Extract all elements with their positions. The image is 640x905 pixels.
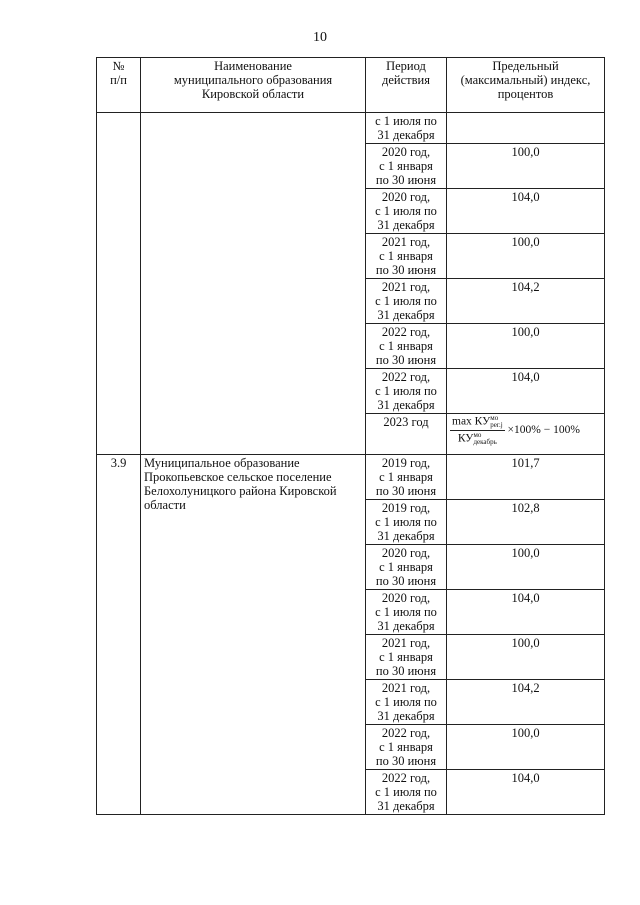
formula-denominator-sup: мо (473, 431, 482, 439)
period-cell: 2022 год, с 1 января по 30 июня (366, 324, 447, 369)
period-cell: 2021 год, с 1 июля по 31 декабря (366, 279, 447, 324)
formula-denominator-main: КУ (457, 432, 474, 445)
index-cell: 104,0 (447, 369, 605, 414)
formula-fraction (450, 415, 505, 446)
index-cell: 100,0 (447, 635, 605, 680)
period-cell: 2020 год, с 1 января по 30 июня (366, 144, 447, 189)
index-cell: 104,0 (447, 189, 605, 234)
index-cell: 102,8 (447, 500, 605, 545)
formula-tail: ×100% − 100% (507, 424, 580, 436)
period-cell: 2019 год, с 1 июля по 31 декабря (366, 500, 447, 545)
formula-numerator (450, 415, 505, 431)
index-cell: 100,0 (447, 545, 605, 590)
index-cell: 100,0 (447, 324, 605, 369)
index-cell: 104,0 (447, 590, 605, 635)
formula-numerator-sup: мо (490, 414, 499, 422)
page-number: 10 (313, 30, 327, 45)
period-cell: 2020 год, с 1 января по 30 июня (366, 545, 447, 590)
period-cell: 2019 год, с 1 января по 30 июня (366, 455, 447, 500)
table-row (97, 455, 605, 500)
index-cell: 104,2 (447, 279, 605, 324)
table-header-row (97, 58, 605, 113)
formula-denominator-sub: декабрь (473, 438, 497, 446)
index-cell: 104,0 (447, 770, 605, 815)
num-cell: 3.9 (97, 455, 141, 815)
name-cell: Муниципальное образование Прокопьевское сельское поселение Белохолуницкого района Кировской области (141, 455, 366, 815)
header-period: Период действия (366, 58, 447, 113)
formula-numerator-sub: рег.j (490, 421, 503, 429)
index-cell: 100,0 (447, 725, 605, 770)
period-cell: 2021 год, с 1 января по 30 июня (366, 635, 447, 680)
formula-denominator-indices (473, 432, 496, 446)
period-cell: 2021 год, с 1 января по 30 июня (366, 234, 447, 279)
period-cell: 2020 год, с 1 июля по 31 декабря (366, 189, 447, 234)
formula-numerator-indices (490, 415, 502, 429)
period-cell: 2021 год, с 1 июля по 31 декабря (366, 680, 447, 725)
num-cell-continued (97, 113, 141, 455)
period-cell: 2022 год, с 1 июля по 31 декабря (366, 770, 447, 815)
period-cell: с 1 июля по 31 декабря (366, 113, 447, 144)
tariff-index-table (96, 57, 605, 815)
index-cell: 101,7 (447, 455, 605, 500)
name-cell-continued (141, 113, 366, 455)
period-cell: 2022 год, с 1 января по 30 июня (366, 725, 447, 770)
formula-numerator-main: max КУ (452, 415, 491, 428)
index-cell (447, 113, 605, 144)
index-formula (447, 414, 605, 455)
period-cell: 2023 год (366, 414, 447, 455)
table-row (97, 113, 605, 144)
header-name: Наименование муниципального образования Кировской области (141, 58, 366, 113)
index-cell: 100,0 (447, 234, 605, 279)
index-cell: 100,0 (447, 144, 605, 189)
header-num: № п/п (97, 58, 141, 113)
header-index: Предельный (максимальный) индекс, процентов (447, 58, 605, 113)
period-cell: 2020 год, с 1 июля по 31 декабря (366, 590, 447, 635)
period-cell: 2022 год, с 1 июля по 31 декабря (366, 369, 447, 414)
formula-denominator (450, 431, 505, 446)
index-cell: 104,2 (447, 680, 605, 725)
